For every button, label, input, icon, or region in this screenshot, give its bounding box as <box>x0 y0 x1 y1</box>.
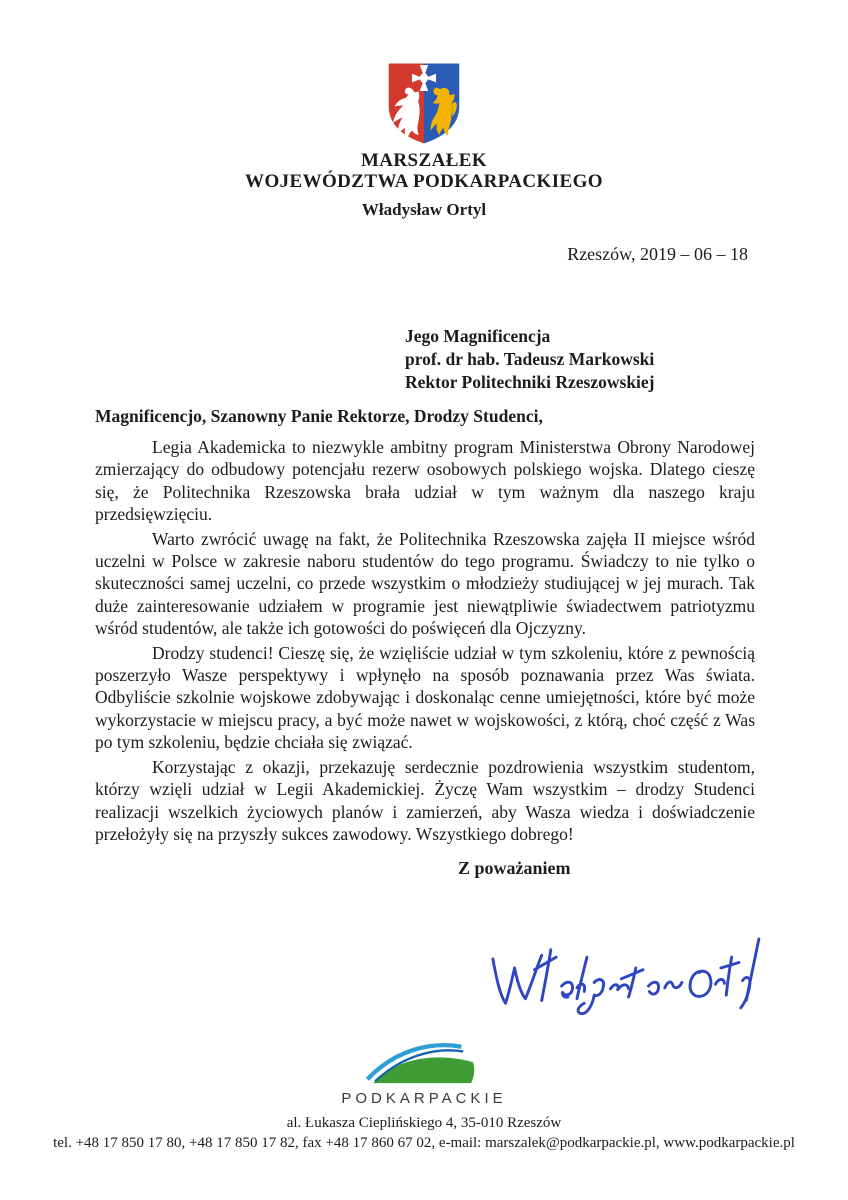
footer-logo-block <box>0 1041 848 1107</box>
paragraph-2: Warto zwrócić uwagę na fakt, że Politechnika Rzeszowska zajęła II miejsce wśród uczelni w Polsce w zakresie naboru studentów do tego programu. Świadczy to nie tylko o skuteczności samej uczelni, co przede wszystkim o młodzieży studiującej w jej murach. Tak duże zainteresowanie udziałem w programie jest niewątpliwie świadectwem patriotyzmu wśród studentów, ale także ich gotowości do poświęceń dla Ojczyzny. <box>95 528 755 639</box>
podkarpackie-coat-of-arms-icon <box>380 60 468 146</box>
letter-body <box>95 406 755 879</box>
footer-contact: tel. +48 17 850 17 80, +48 17 850 17 82, fax +48 17 860 67 02, e-mail: marszalek@podkarpackie.pl, www.podkarpackie.pl <box>53 1135 795 1152</box>
addressee-line-1: Jego Magnificencja <box>405 326 551 346</box>
paragraph-1: Legia Akademicka to niezwykle ambitny program Ministerstwa Obrony Narodowej zmierzający do odbudowy potencjału rezerw osobowych polskiego wojska. Dlatego cieszę się, że Politechnika Rzeszowska brała udział w tym ważnym dla naszego kraju przedsięwzięciu. <box>95 437 755 525</box>
footer-address: al. Łukasza Cieplińskiego 4, 35-010 Rzeszów <box>286 1115 562 1132</box>
letterhead-subtitle: WOJEWÓDZTWA PODKARPACKIEGO <box>245 171 603 192</box>
closing-phrase: Z poważaniem <box>458 858 571 879</box>
paragraph-3: Drodzy studenci! Cieszę się, że wzięliście udział w tym szkoleniu, które z pewnością poszerzyło Wasze perspektywy i wpłynęło na sposób poznawania przez Was świata. Odbyliście szkolnie wojskowe zdobywając i doskonaląc cenne umiejętności, które być może wykorzystacie w miejscu pracy, a być może nawet w wojskowości, z którą, choć część z Was po tym szkoleniu, będzie chciała się związać. <box>95 642 755 753</box>
logo-wordmark: PODKARPACKIE <box>341 1090 507 1108</box>
date-line: Rzeszów, 2019 – 06 – 18 <box>567 244 748 264</box>
paragraph-4: Korzystając z okazji, przekazuję serdecznie pozdrowienia wszystkim studentom, którzy wzięli udział w Legii Akademickiej. Życzę Wam wszystkim – drodzy Studenci realizacji wszelkich życiowych planów i zamierzeń, aby Wasza wiedza i doświadczenie przełożyły się na przyszły sukces zawodowy. Wszystkiego dobrego! <box>95 756 755 844</box>
letterhead <box>0 60 848 220</box>
podkarpackie-logo-icon <box>361 1041 487 1087</box>
letterhead-title: MARSZAŁEK <box>360 150 488 171</box>
signature-block <box>482 927 848 1029</box>
handwritten-signature <box>482 927 767 1027</box>
salutation: Magnificencjo, Szanowny Panie Rektorze, Drodzy Studenci, <box>95 406 543 426</box>
addressee-line-2: prof. dr hab. Tadeusz Markowski <box>405 349 655 369</box>
addressee-block <box>405 325 848 394</box>
letterhead-sender-name: Władysław Ortyl <box>361 200 487 219</box>
addressee-line-3: Rektor Politechniki Rzeszowskiej <box>405 372 655 392</box>
